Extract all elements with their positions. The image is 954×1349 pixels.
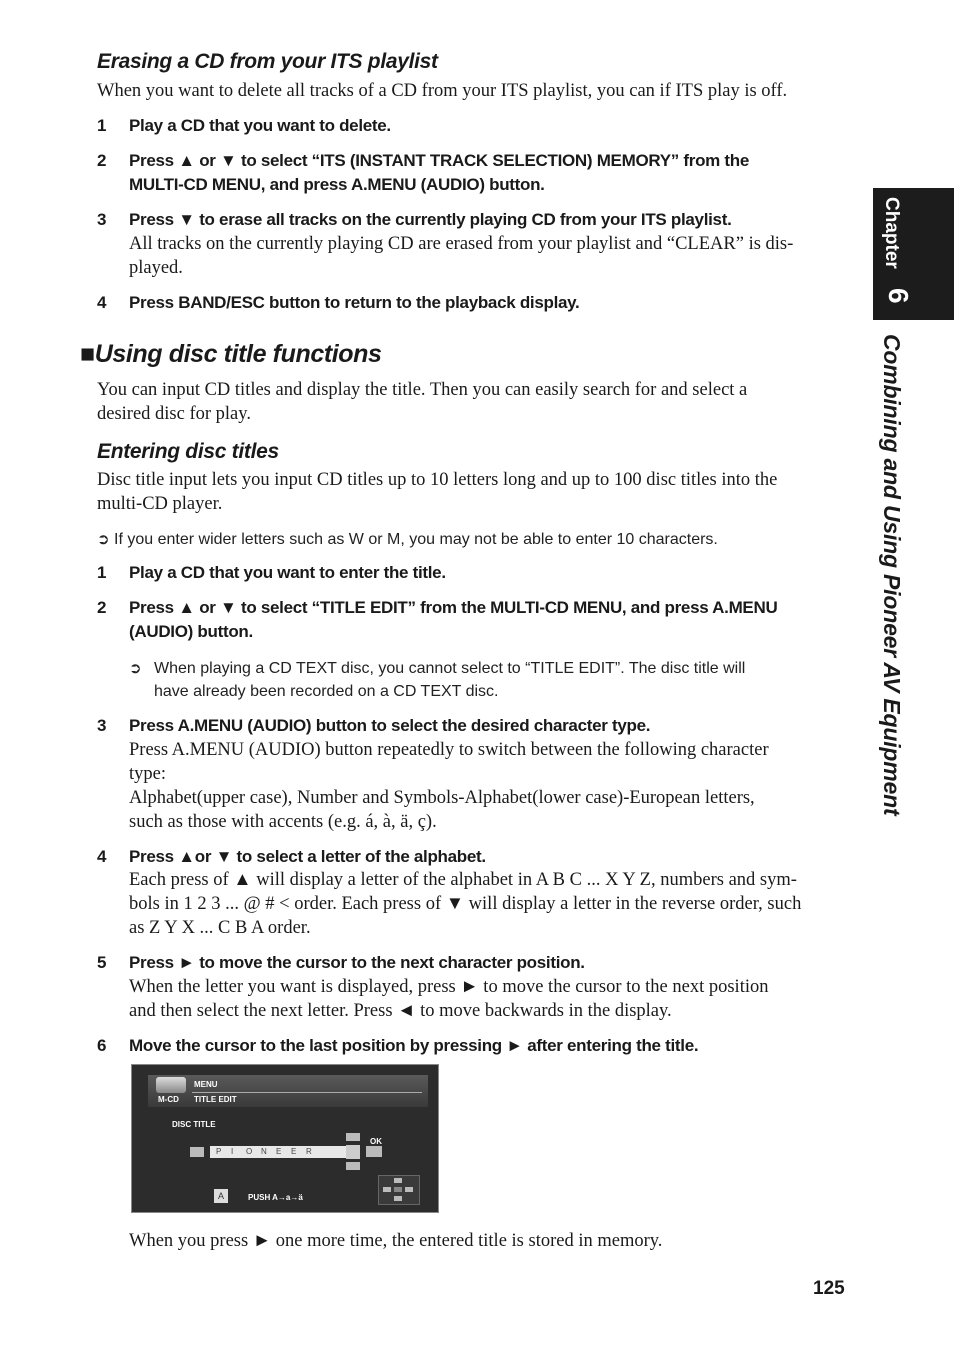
- page-number: 125: [813, 1278, 845, 1299]
- title-letter: I: [231, 1147, 234, 1156]
- step-number: 6: [97, 1036, 107, 1055]
- screen-submenu-label: TITLE EDIT: [194, 1095, 237, 1104]
- left-key-icon: [190, 1147, 204, 1157]
- step-number: 4: [97, 847, 107, 866]
- body-line: played.: [129, 258, 183, 278]
- note-line: have already been recorded on a CD TEXT disc.: [154, 683, 499, 700]
- note-text: If you enter wider letters such as W or M, you may not be able to enter 10 characters.: [114, 531, 718, 548]
- step-text: Move the cursor to the last position by pressing ► after entering the title.: [129, 1036, 699, 1055]
- body-line: bols in 1 2 3 ... @ # < order. Each press of ▼ will display a letter in the reverse order, such: [129, 894, 802, 914]
- note-arrow-icon: ➲: [129, 660, 142, 677]
- enter-step-3: [97, 714, 857, 738]
- chapter-number: 6: [883, 288, 914, 304]
- heading-square-mark: ■: [80, 340, 95, 368]
- title-letter: E: [276, 1147, 282, 1156]
- step-number: 5: [97, 953, 107, 972]
- enter-step-6: [97, 1034, 857, 1058]
- section-intro-erasing: When you want to delete all tracks of a CD from your ITS playlist, you can if ITS play is off.: [97, 81, 788, 101]
- step-number: 1: [97, 563, 107, 582]
- section-heading-erasing: Erasing a CD from your ITS playlist: [97, 50, 438, 73]
- step-text: Play a CD that you want to enter the title.: [129, 563, 446, 582]
- enter-step-5: [97, 951, 857, 975]
- step-text: Press ► to move the cursor to the next character position.: [129, 953, 585, 972]
- enter-step-4-body: [129, 868, 869, 940]
- body-line: Each press of ▲ will display a letter of the alphabet in A B C ... X Y Z, numbers and sym-: [129, 870, 797, 890]
- body-line: When the letter you want is displayed, press ► to move the cursor to the next position: [129, 977, 769, 997]
- body-line: such as those with accents (e.g. á, à, ä, ç).: [129, 812, 437, 832]
- section-heading-disc-title: [80, 340, 382, 369]
- disc-icon: [156, 1077, 186, 1093]
- section-intro-disc-title: [97, 378, 867, 426]
- step-text-line1: Press ▲ or ▼ to select “TITLE EDIT” from the MULTI-CD MENU, and press A.MENU: [129, 598, 778, 617]
- title-letter: P: [216, 1147, 222, 1156]
- body-line: multi-CD player.: [97, 494, 223, 514]
- step-number: 1: [97, 116, 107, 135]
- enter-step-2: [97, 596, 857, 644]
- screen-push-hint: PUSH A→a→ä: [248, 1193, 303, 1202]
- screen-disc-title-label: DISC TITLE: [172, 1120, 216, 1129]
- step-text: Press BAND/ESC button to return to the playback display.: [129, 293, 580, 312]
- step-text-line2: MULTI-CD MENU, and press A.MENU (AUDIO) button.: [129, 175, 545, 194]
- step-number: 3: [97, 210, 107, 229]
- char-type-box: A: [214, 1189, 228, 1203]
- note-wide-letters: [97, 528, 867, 551]
- right-key-icon: [366, 1146, 382, 1157]
- section-heading-entering: Entering disc titles: [97, 440, 279, 463]
- erase-step-3: [97, 208, 857, 232]
- screen-header: [148, 1075, 428, 1107]
- title-letter: R: [306, 1147, 312, 1156]
- up-key-icon: [346, 1133, 360, 1141]
- closing-text: When you press ► one more time, the entered title is stored in memory.: [129, 1231, 663, 1251]
- body-line: as Z Y X ... C B A order.: [129, 918, 311, 938]
- step-text: Press ▼ to erase all tracks on the currently playing CD from your ITS playlist.: [129, 210, 732, 229]
- step-text-line1: Press ▲ or ▼ to select “ITS (INSTANT TRACK SELECTION) MEMORY” from the: [129, 151, 749, 170]
- screen-source-label: M-CD: [158, 1095, 179, 1104]
- step-number: 2: [97, 598, 107, 617]
- note-cd-text: [129, 657, 849, 703]
- section-intro-entering: [97, 468, 867, 516]
- erase-step-2: [97, 149, 857, 197]
- title-entry-field: [210, 1146, 346, 1158]
- cursor-block: [346, 1145, 360, 1159]
- enter-step-1: [97, 561, 857, 585]
- step-text: Press ▲or ▼ to select a letter of the alphabet.: [129, 847, 486, 866]
- body-line: Alphabet(upper case), Number and Symbols-Alphabet(lower case)-European letters,: [129, 788, 755, 808]
- step-text-line2: (AUDIO) button.: [129, 622, 253, 641]
- erase-step-1: [97, 114, 857, 138]
- chapter-word: Chapter: [881, 197, 902, 269]
- title-letter: E: [291, 1147, 297, 1156]
- note-line: When playing a CD TEXT disc, you cannot select to “TITLE EDIT”. The disc title will: [154, 660, 746, 677]
- body-line: Press A.MENU (AUDIO) button repeatedly to switch between the following character: [129, 740, 769, 760]
- body-line: desired disc for play.: [97, 404, 251, 424]
- erase-step-4: [97, 291, 857, 315]
- screen-menu-label: MENU: [194, 1080, 218, 1089]
- step-text: Play a CD that you want to delete.: [129, 116, 391, 135]
- screen-ok-label: OK: [370, 1137, 382, 1146]
- heading-text: Using disc title functions: [94, 340, 382, 368]
- title-letter: N: [261, 1147, 267, 1156]
- down-key-icon: [346, 1162, 360, 1170]
- step-number: 4: [97, 293, 107, 312]
- body-line: You can input CD titles and display the title. Then you can easily search for and select a: [97, 380, 748, 400]
- step-number: 3: [97, 716, 107, 735]
- enter-step-5-body: [129, 975, 869, 1023]
- header-divider: [192, 1092, 422, 1093]
- chapter-title: Combining and Using Pioneer AV Equipment: [879, 334, 905, 816]
- joystick-pad-icon: [378, 1175, 420, 1205]
- title-letter: O: [246, 1147, 253, 1156]
- step-text: Press A.MENU (AUDIO) button to select the desired character type.: [129, 716, 651, 735]
- enter-step-3-body: [129, 738, 869, 834]
- step-number: 2: [97, 151, 107, 170]
- enter-step-4: [97, 845, 857, 869]
- note-arrow-icon: ➲: [97, 531, 110, 548]
- body-line: and then select the next letter. Press ◄ to move backwards in the display.: [129, 1001, 672, 1021]
- body-line: type:: [129, 764, 166, 784]
- body-line: Disc title input lets you input CD titles up to 10 letters long and up to 100 disc titles into the: [97, 470, 778, 490]
- title-edit-screen: [131, 1064, 439, 1213]
- body-line: All tracks on the currently playing CD are erased from your playlist and “CLEAR” is dis-: [129, 234, 794, 254]
- erase-step-3-body: [129, 232, 869, 280]
